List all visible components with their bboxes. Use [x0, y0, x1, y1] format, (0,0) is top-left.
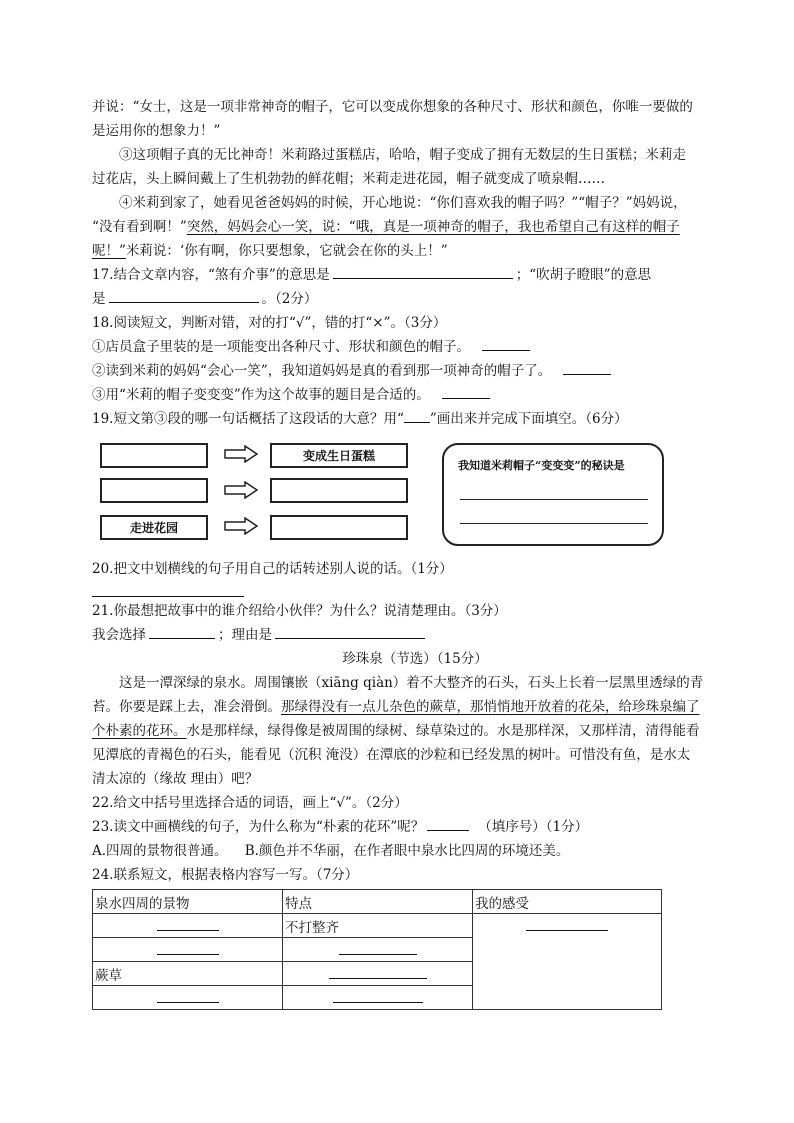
story-text: ③这项帽子真的无比神奇！米莉路过蛋糕店，哈哈，帽子变成了拥有无数层的生日蛋糕；米莉走 [119, 147, 686, 163]
question-21-answer [92, 623, 722, 647]
passage-title [92, 647, 722, 671]
question-text: 是 [92, 291, 106, 307]
table-cell[interactable] [93, 986, 283, 1010]
question-text: 20.把文中划横线的句子用自己的话转述别人说的话。（1分） [92, 561, 453, 577]
fill-box-garden [100, 515, 208, 540]
answer-blank[interactable] [482, 336, 530, 351]
fill-box-cake [270, 443, 408, 468]
answer-blank[interactable] [109, 288, 259, 303]
question-18 [92, 311, 722, 335]
answer-blank[interactable] [275, 624, 425, 639]
question-text: ”画出来并完成下面填空。（6分） [429, 411, 628, 427]
box-label: 走进花园 [129, 521, 178, 535]
right-arrow-icon [224, 481, 258, 499]
underlined-sentence: 个朴素的花环。 [92, 723, 187, 739]
passage-text: 清太凉的（缘故 理由）吧？ [92, 771, 259, 787]
question-text: 。（2分） [261, 291, 318, 307]
story-line [92, 215, 722, 239]
right-arrow-icon [224, 517, 258, 535]
question-text: 17.结合文章内容，“煞有介事”的意思是 [92, 267, 330, 283]
question-17-cont [92, 287, 722, 311]
table-cell[interactable] [283, 986, 473, 1010]
question-options: A.四周的景物很普通。 B.颜色并不华丽，在作者眼中泉水比四周的环境还美。 [92, 843, 570, 859]
question-text: 19.短文第③段的哪一句话概括了这段话的大意？用“ [92, 411, 404, 427]
story-text: 过花店，头上瞬间戴上了生机勃勃的鲜花帽；米莉走进花园，帽子就变成了喷泉帽…… [92, 171, 605, 187]
table-header: 泉水四周的景物 [93, 890, 283, 914]
passage-line [92, 671, 722, 695]
table-cell[interactable] [283, 962, 473, 986]
underlined-sentence: 那绿得没有一点儿杂色的蕨草，那悄悄地开放着的花朵，给珍珠泉编了 [281, 699, 700, 715]
question-21 [92, 599, 722, 623]
right-arrow-icon [224, 445, 258, 463]
table-header: 特点 [283, 890, 473, 914]
passage-text: 苔。你要是踩上去，准会滑倒。 [92, 699, 281, 715]
table-header: 我的感受 [473, 890, 662, 914]
passage-line [92, 743, 722, 767]
question-18-item-2 [92, 359, 722, 383]
answer-blank[interactable] [427, 816, 469, 831]
fill-box-2[interactable] [100, 478, 208, 503]
table-cell[interactable] [93, 914, 283, 938]
story-text: 米莉说：‘你有啊，你只要想象，它就会在你的头上！” [125, 243, 448, 259]
question-text: 我会选择 [92, 627, 146, 643]
table-cell: 蕨草 [93, 962, 283, 986]
story-line [92, 167, 722, 191]
box-label: 变成生日蛋糕 [302, 449, 375, 463]
story-paragraph-4 [92, 191, 722, 215]
question-text: ②读到米莉的妈妈“会心一笑”，我知道妈妈是真的看到那一项神奇的帽子了。 [92, 363, 552, 379]
passage-text: 见潭底的青褐色的石头，能看见（沉积 淹没）在潭底的沙粒和已经发黑的树叶。可惜没有鱼，是水太 [92, 747, 691, 763]
table-cell[interactable] [93, 938, 283, 962]
passage-line [92, 719, 722, 743]
fill-box-3[interactable] [270, 478, 408, 503]
secret-box-title: 我知道米莉帽子“变变变”的秘诀是 [458, 459, 625, 472]
answer-blank[interactable] [442, 384, 490, 399]
passage-text: 水是那样绿，绿得像是被周围的绿树、绿草染过的。水是那样深，又那样清，清得能看 [186, 723, 700, 739]
story-paragraph-3 [92, 143, 722, 167]
table-row [93, 914, 662, 938]
exam-page [92, 92, 722, 1010]
table-header-row [93, 890, 662, 914]
question-20-answer [92, 581, 722, 599]
underlined-sentence: 呢！” [92, 243, 126, 259]
question-19-diagram [92, 437, 722, 551]
answer-blank[interactable] [92, 582, 244, 597]
question-22 [92, 791, 722, 815]
question-text: ③用“米莉的帽子变变变”作为这个故事的题目是合适的。 [92, 387, 430, 403]
feeling-cell[interactable] [473, 914, 662, 1010]
secret-box [442, 443, 664, 546]
answer-blank[interactable] [563, 360, 611, 375]
underlined-sentence: 突然，妈妈会心一笑，说：“哦，真是一项神奇的帽子，我也希望自己有这样的帽子 [186, 219, 680, 235]
question-text: （填序号）（1分） [478, 819, 589, 835]
passage-title-text: 珍珠泉（节选）（15分） [342, 651, 488, 667]
story-line [92, 239, 722, 263]
question-text: 23.读文中画横线的句子，为什么称为“朴素的花环”呢？ [92, 819, 425, 835]
question-19 [92, 407, 722, 431]
story-line [92, 95, 722, 119]
question-text: 24.联系短文，根据表格内容写一写。（7分） [92, 867, 359, 883]
table-cell[interactable] [283, 938, 473, 962]
passage-line [92, 767, 722, 791]
question-text: ①店员盒子里装的是一项能变出各种尺寸、形状和颜色的帽子。 [92, 339, 470, 355]
table-cell: 不打整齐 [283, 914, 473, 938]
fill-box-4[interactable] [270, 515, 408, 540]
passage-text: 这是一潭深绿的泉水。周围镶嵌（xiāng qiàn）着不大整齐的石头，石头上长着一层黑里透绿的青 [119, 675, 704, 691]
answer-blank[interactable] [149, 624, 215, 639]
answer-blank[interactable] [333, 264, 513, 279]
fill-box-1[interactable] [100, 443, 208, 468]
underline-sample [404, 408, 430, 423]
question-24 [92, 863, 722, 887]
question-18-item-1 [92, 335, 722, 359]
question-text: 22.给文中括号里选择合适的词语，画上“√”。（2分） [92, 795, 408, 811]
story-line [92, 119, 722, 143]
answer-table [92, 889, 662, 1010]
question-18-item-3 [92, 383, 722, 407]
question-text: 21.你最想把故事中的谁介绍给小伙伴？为什么？说清楚理由。（3分） [92, 603, 507, 619]
question-20 [92, 557, 722, 581]
question-17 [92, 263, 722, 287]
question-text: ；“吹胡子瞪眼”的意思 [515, 267, 652, 283]
story-text: “没有看到啊！” [92, 219, 187, 235]
story-text: 是运用你的想象力！” [92, 123, 221, 139]
story-text: ④米莉到家了，她看见爸爸妈妈的时候，开心地说：“你们喜欢我的帽子吗？”“帽子？”妈妈说， [119, 195, 687, 211]
answer-line[interactable] [460, 499, 648, 500]
story-text: 并说：“女士，这是一项非常神奇的帽子，它可以变成你想象的各种尺寸、形状和颜色，你唯一要做的 [92, 99, 693, 115]
answer-line[interactable] [460, 523, 648, 524]
question-23 [92, 815, 722, 839]
question-23-options [92, 839, 722, 863]
question-text: 18.阅读短文，判断对错，对的打“√”，错的打“×”。（3分） [92, 315, 447, 331]
question-text: ；理由是 [218, 627, 272, 643]
passage-line [92, 695, 722, 719]
